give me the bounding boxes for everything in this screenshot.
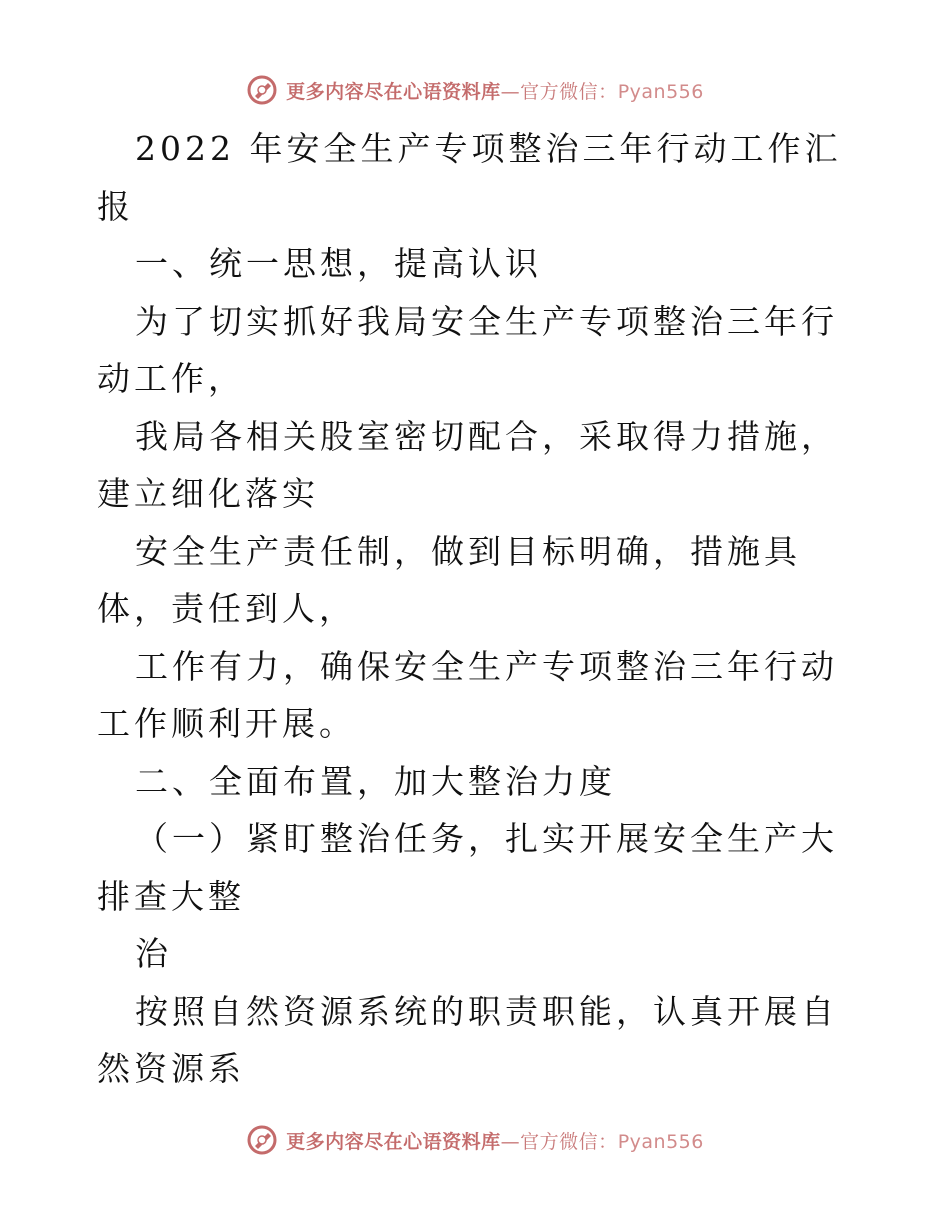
section-heading-2: 二、全面布置，加大整治力度 bbox=[135, 761, 616, 801]
watermark-wechat-id: Pyan556 bbox=[617, 1130, 704, 1153]
watermark-text bbox=[286, 77, 704, 104]
watermark-text bbox=[286, 1127, 704, 1154]
subsection-heading: （一）紧盯整治任务，扎实开展安全生产大排查大整 bbox=[97, 819, 838, 916]
paragraph: 治 bbox=[135, 934, 172, 973]
document-title: 2022 年安全生产专项整治三年行动工作汇报 bbox=[97, 129, 842, 226]
paragraph: 安全生产责任制，做到目标明确，措施具体，责任到人， bbox=[97, 531, 801, 628]
watermark-label: 官方微信： bbox=[520, 1130, 618, 1153]
watermark-dash: — bbox=[500, 80, 521, 103]
paragraph: 工作有力，确保安全生产专项整治三年行动工作顺利开展。 bbox=[97, 646, 838, 743]
paragraph: 为了切实抓好我局安全生产专项整治三年行动工作， bbox=[97, 301, 838, 398]
watermark-wechat-id: Pyan556 bbox=[617, 80, 704, 103]
watermark-brand: 更多内容尽在心语资料库 bbox=[286, 1130, 501, 1153]
watermark-label: 官方微信： bbox=[520, 80, 618, 103]
seal-logo-icon bbox=[246, 1124, 278, 1156]
section-heading-1: 一、统一思想，提高认识 bbox=[135, 244, 542, 283]
seal-logo-icon bbox=[246, 74, 278, 106]
watermark-brand: 更多内容尽在心语资料库 bbox=[286, 80, 501, 103]
footer-watermark bbox=[0, 1120, 950, 1160]
header-watermark bbox=[0, 70, 950, 110]
watermark-dash: — bbox=[500, 1130, 521, 1153]
paragraph: 按照自然资源系统的职责职能，认真开展自然资源系 bbox=[97, 991, 838, 1088]
paragraph: 我局各相关股室密切配合，采取得力措施，建立细化落实 bbox=[97, 416, 838, 513]
document-body bbox=[97, 120, 857, 1098]
